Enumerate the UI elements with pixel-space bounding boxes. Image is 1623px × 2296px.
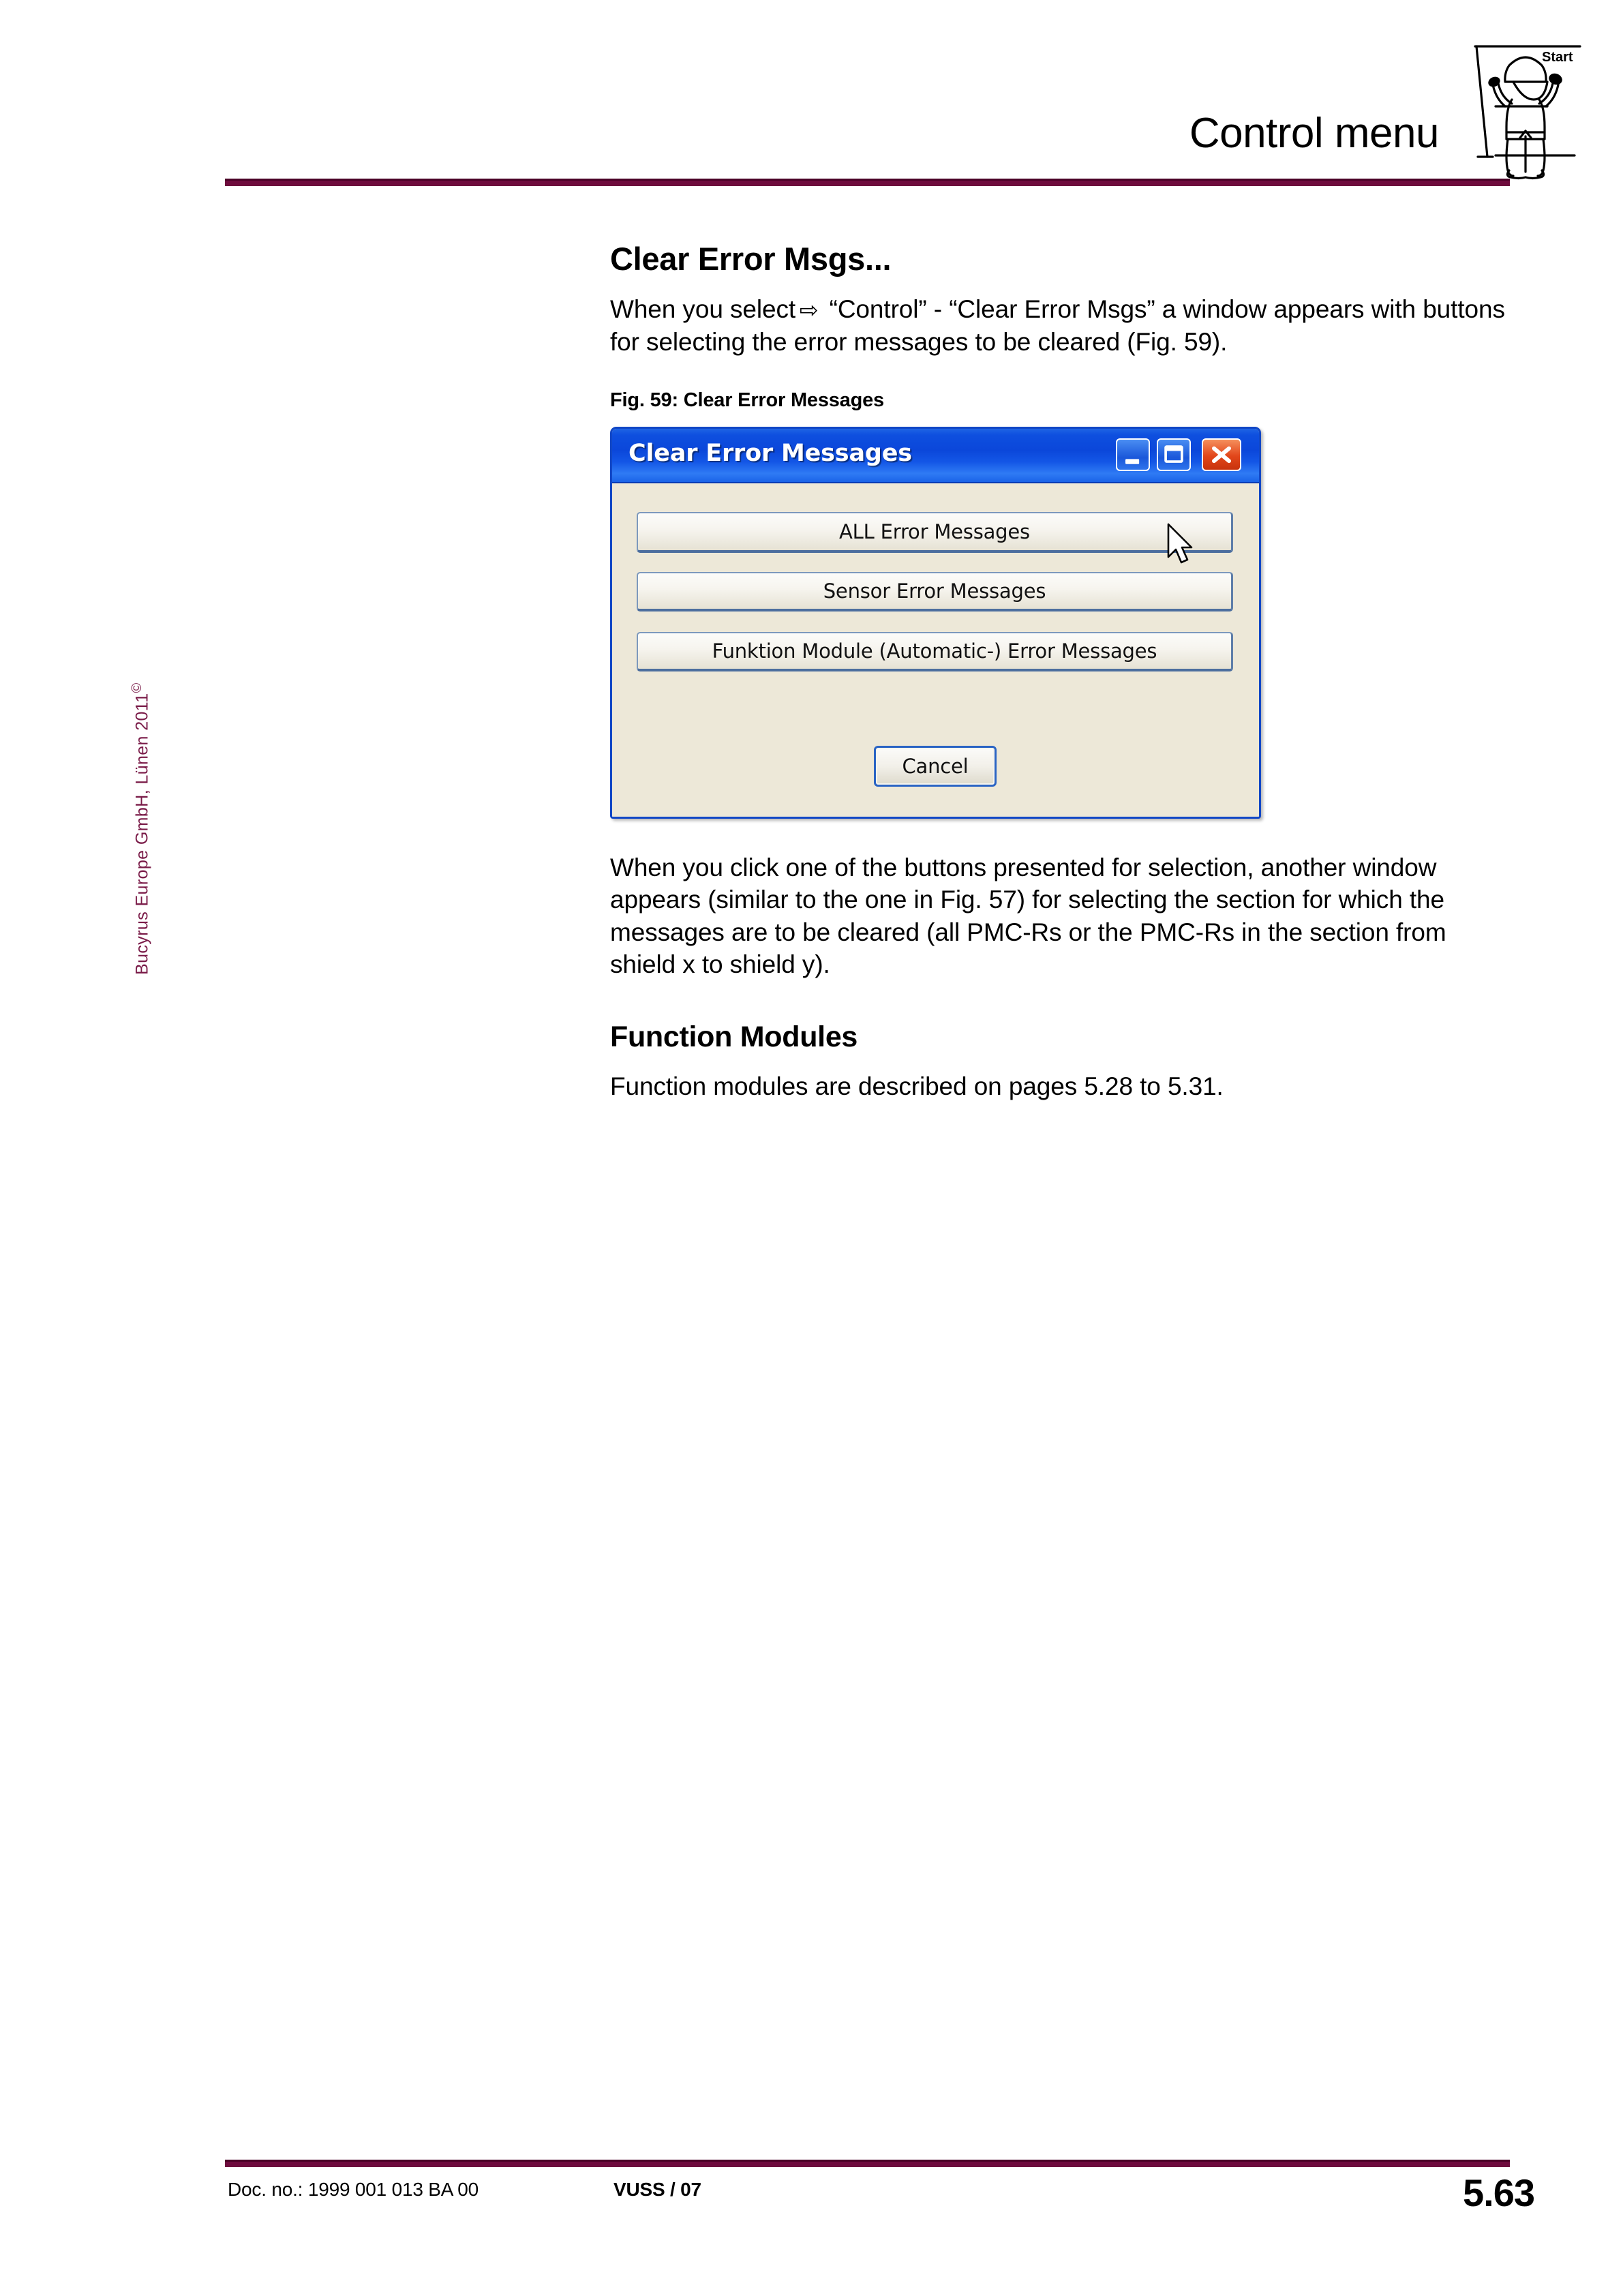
copyright-text: Bucyrus Europe GmbH, Lünen 2011	[132, 693, 152, 975]
dialog-titlebar	[612, 429, 1259, 483]
miner-start-pictogram-icon	[1460, 35, 1584, 180]
figure-caption: Fig. 59: Clear Error Messages	[610, 389, 884, 412]
right-arrow-icon: ⇨	[800, 297, 819, 324]
minimize-icon[interactable]	[1116, 438, 1150, 471]
footer-document-number: Doc. no.: 1999 001 013 BA 00	[228, 2179, 479, 2200]
dialog-client-area	[612, 483, 1259, 818]
page-number: 5.63	[1463, 2171, 1534, 2214]
footer-divider-rule	[225, 2160, 1510, 2167]
pictogram-start-label: Start	[1542, 50, 1573, 65]
section-heading-clear-error-msgs: Clear Error Msgs...	[610, 241, 892, 277]
intro-text-before-arrow: When you select	[610, 295, 796, 324]
clear-error-messages-dialog	[610, 427, 1261, 819]
footer-vuss-code: VUSS / 07	[613, 2179, 701, 2200]
post-figure-paragraph: When you click one of the buttons presented for selection, another window appears (similar to the one in Fig. 57) for selecting the section for which the messages are to be cleared (all PMC-Rs or the PMC-Rs in the section from shield x to shield y).	[610, 854, 1446, 979]
intro-paragraph	[610, 293, 1510, 358]
all-error-messages-button[interactable]: ALL Error Messages	[637, 512, 1233, 553]
page-header	[0, 0, 1623, 198]
intro-text-after-arrow: “Control” - “Clear Error Msgs” a window appears with buttons for selecting the error messages to be cleared (Fig. 59).	[610, 295, 1505, 356]
cancel-button[interactable]: Cancel	[874, 746, 997, 787]
main-content	[610, 242, 1510, 1102]
side-copyright-note	[130, 620, 152, 975]
function-module-error-messages-button[interactable]: Funktion Module (Automatic-) Error Messages	[637, 632, 1233, 671]
maximize-icon[interactable]	[1157, 438, 1191, 471]
close-icon[interactable]	[1202, 438, 1241, 471]
copyright-mark-icon: ©	[130, 682, 145, 693]
function-modules-paragraph: Function modules are described on pages 5.28 to 5.31.	[610, 1072, 1224, 1100]
sensor-error-messages-button[interactable]: Sensor Error Messages	[637, 572, 1233, 611]
section-heading-function-modules: Function Modules	[610, 1020, 858, 1053]
header-divider-rule	[225, 179, 1510, 186]
page-title: Control menu	[1189, 110, 1439, 157]
dialog-title: Clear Error Messages	[628, 440, 912, 468]
